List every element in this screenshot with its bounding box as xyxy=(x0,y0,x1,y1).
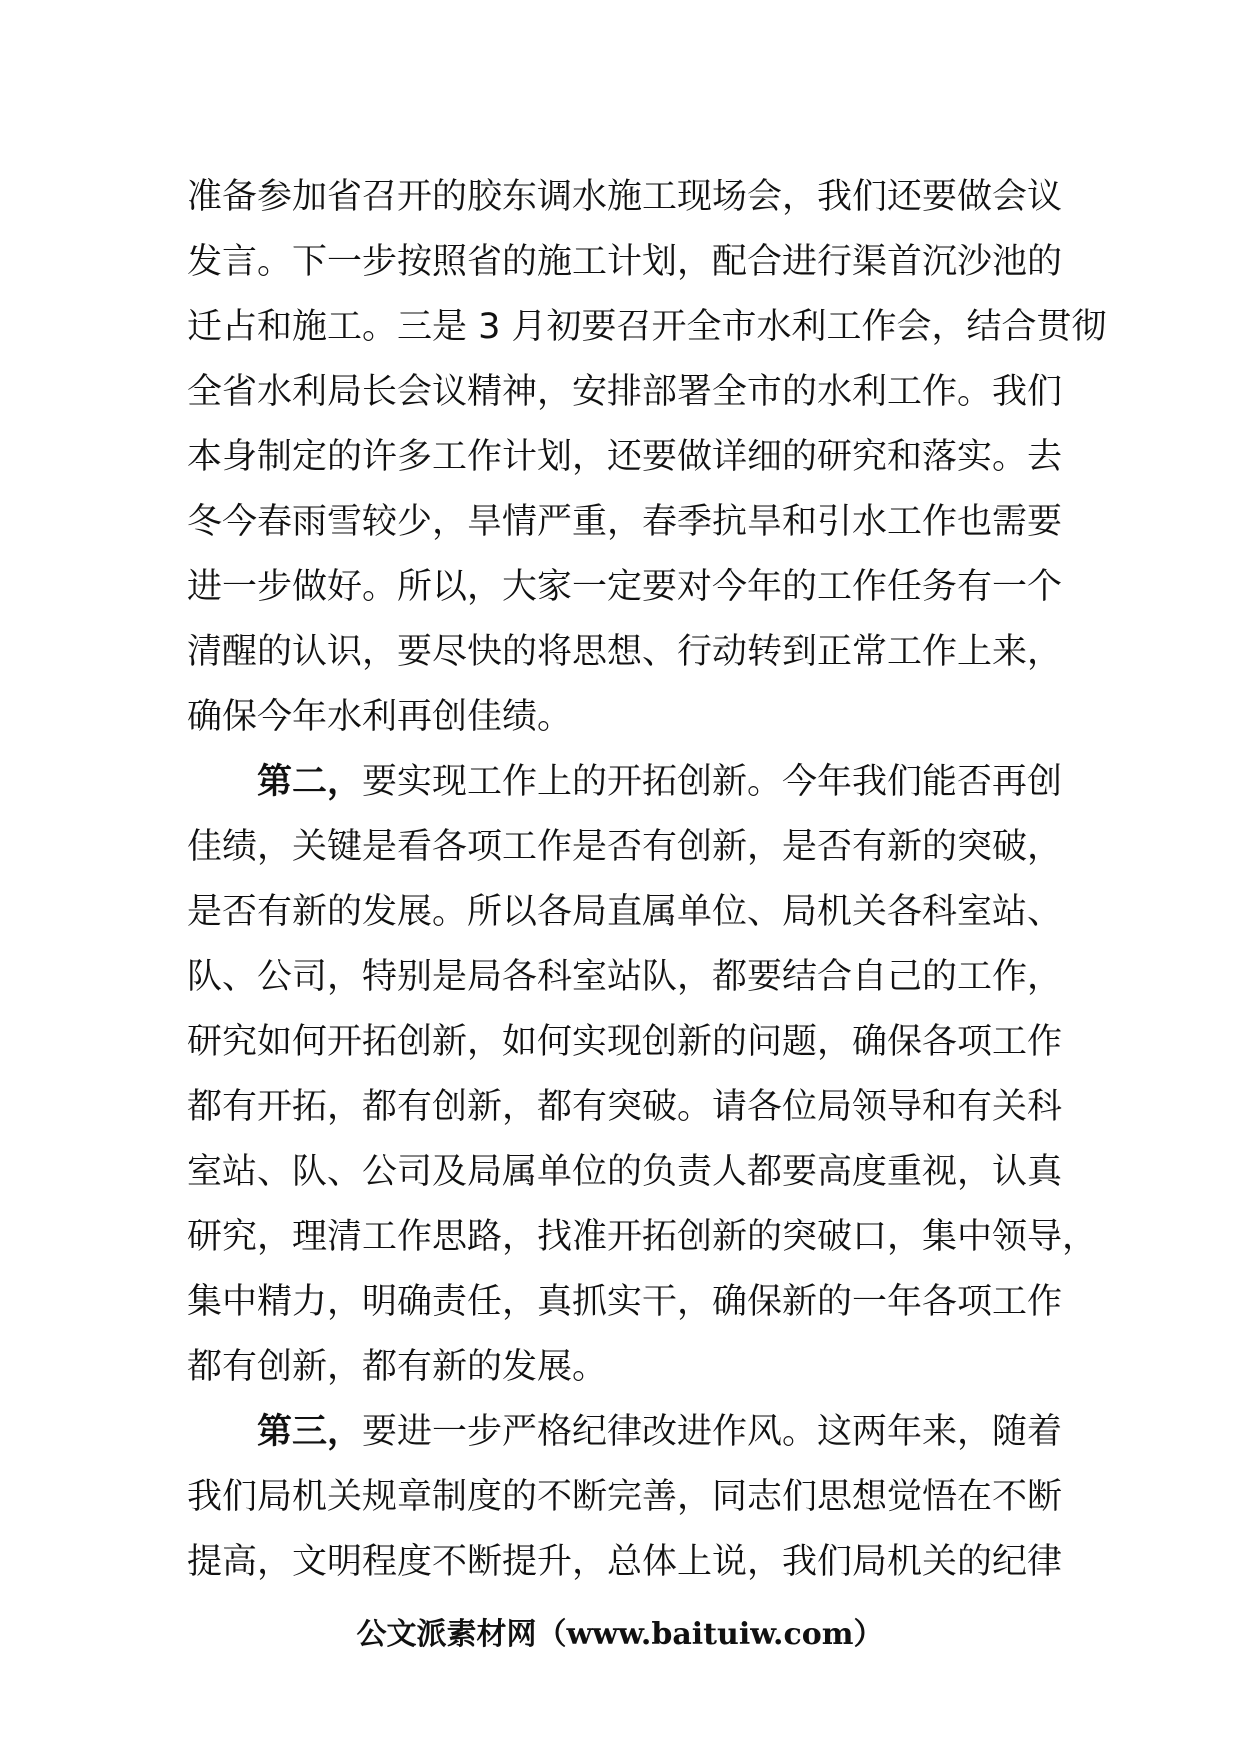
paragraph-lead: 第二， xyxy=(257,762,363,802)
text-line: 发言。下一步按照省的施工计划，配合进行渠首沉沙池的 xyxy=(187,242,1063,282)
text-line: 迁占和施工。三是 3 月初要召开全市水利工作会，结合贯彻 xyxy=(187,307,1107,347)
text-line: 进一步做好。所以，大家一定要对今年的工作任务有一个 xyxy=(187,567,1063,607)
paragraph-lead: 第三， xyxy=(257,1412,363,1452)
text-line xyxy=(187,750,1063,815)
text-line: 研究，理清工作思路，找准开拓创新的突破口，集中领导， xyxy=(187,1217,1098,1257)
text-line: 清醒的认识，要尽快的将思想、行动转到正常工作上来， xyxy=(187,632,1063,672)
page-footer-watermark: 公文派素材网（www.baituiw.com） xyxy=(356,1617,884,1652)
text-line: 佳绩，关键是看各项工作是否有创新，是否有新的突破， xyxy=(187,827,1063,867)
text-line: 全省水利局长会议精神，安排部署全市的水利工作。我们 xyxy=(187,372,1063,412)
paragraph-3 xyxy=(187,1400,1063,1595)
text-line: 室站、队、公司及局属单位的负责人都要高度重视，认真 xyxy=(187,1152,1063,1192)
text-line: 确保今年水利再创佳绩。 xyxy=(187,697,573,737)
text-line-rest: 要进一步严格纪律改进作风。这两年来，随着 xyxy=(362,1412,1063,1452)
paragraph-1 xyxy=(187,165,1107,750)
text-line: 冬今春雨雪较少，旱情严重，春季抗旱和引水工作也需要 xyxy=(187,502,1063,542)
text-line: 本身制定的许多工作计划，还要做详细的研究和落实。去 xyxy=(187,437,1063,477)
document-body xyxy=(187,165,1107,1595)
text-line: 准备参加省召开的胶东调水施工现场会，我们还要做会议 xyxy=(187,177,1063,217)
text-line: 研究如何开拓创新，如何实现创新的问题，确保各项工作 xyxy=(187,1022,1063,1062)
text-line: 是否有新的发展。所以各局直属单位、局机关各科室站、 xyxy=(187,892,1063,932)
text-line: 都有创新，都有新的发展。 xyxy=(187,1347,608,1387)
text-line-rest: 要实现工作上的开拓创新。今年我们能否再创 xyxy=(362,762,1063,802)
text-line: 队、公司，特别是局各科室站队，都要结合自己的工作， xyxy=(187,957,1063,997)
text-line: 集中精力，明确责任，真抓实干，确保新的一年各项工作 xyxy=(187,1282,1063,1322)
text-line: 都有开拓，都有创新，都有突破。请各位局领导和有关科 xyxy=(187,1087,1063,1127)
text-line: 提高，文明程度不断提升，总体上说，我们局机关的纪律 xyxy=(187,1542,1063,1582)
text-line xyxy=(187,1400,1063,1465)
paragraph-2 xyxy=(187,750,1098,1400)
text-line: 我们局机关规章制度的不断完善，同志们思想觉悟在不断 xyxy=(187,1477,1063,1517)
